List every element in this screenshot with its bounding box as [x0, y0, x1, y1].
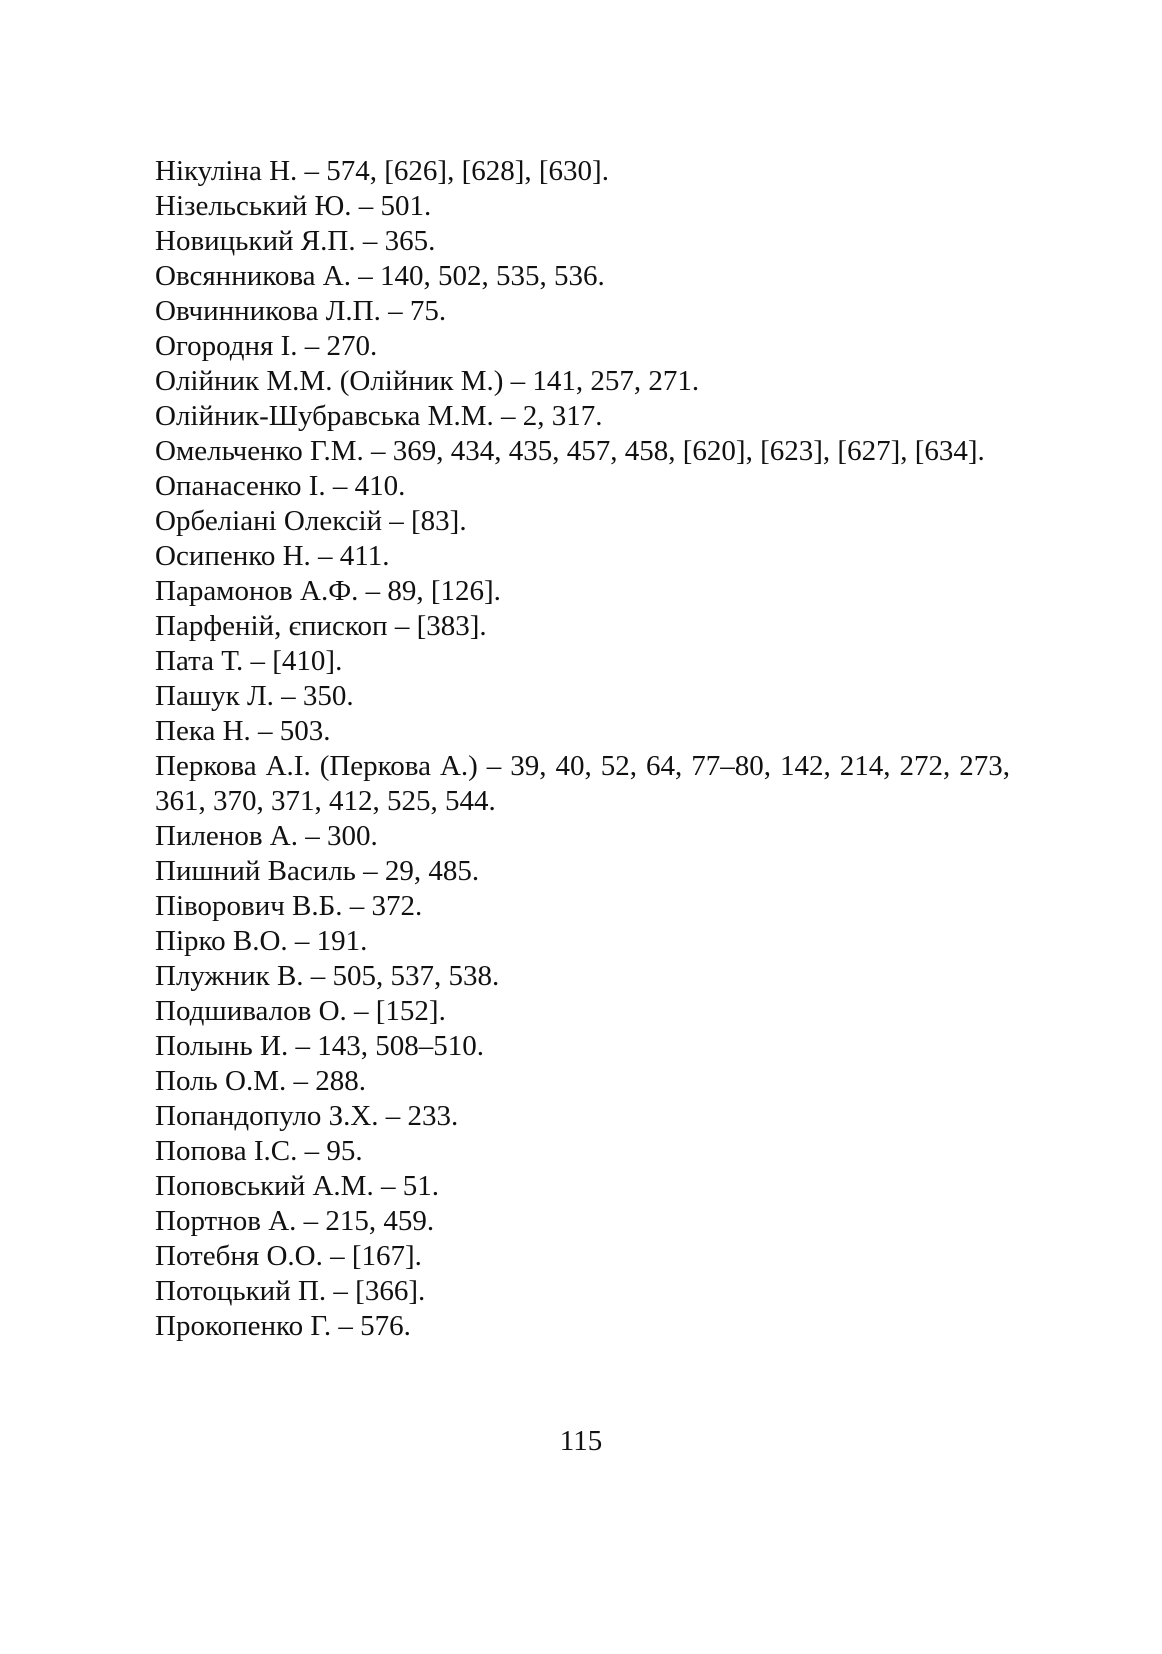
name-index-list: [155, 154, 1010, 1344]
index-entry: Осипенко Н. – 411.: [155, 540, 390, 572]
index-entry: Попандопуло З.Х. – 233.: [155, 1100, 459, 1132]
index-entry: Пишний Василь – 29, 485.: [155, 855, 480, 887]
index-entry: Парамонов А.Ф. – 89, [126].: [155, 575, 501, 607]
index-entry: Полынь И. – 143, 508–510.: [155, 1030, 484, 1062]
index-entry: Потебня О.О. – [167].: [155, 1240, 422, 1272]
index-entry: Парфеній, єпископ – [383].: [155, 610, 487, 642]
index-entry: Орбеліані Олексій – [83].: [155, 505, 467, 537]
index-entry: Пата Т. – [410].: [155, 645, 343, 677]
index-entry: Омельченко Г.М. – 369, 434, 435, 457, 458, [620], [623], [627], [634].: [155, 435, 985, 467]
index-entry: Овсянникова А. – 140, 502, 535, 536.: [155, 260, 605, 292]
index-entry: Перкова А.І. (Перкова А.) – 39, 40, 52, 64, 77–80, 142, 214, 272, 273, 361, 370, 371, 412, 525, 544.: [155, 750, 1010, 817]
index-entry: Попова І.С. – 95.: [155, 1135, 363, 1167]
index-entry: Поль О.М. – 288.: [155, 1065, 366, 1097]
index-entry: Поповський А.М. – 51.: [155, 1170, 439, 1202]
index-entry: Пиленов А. – 300.: [155, 820, 378, 852]
index-entry: Піворович В.Б. – 372.: [155, 890, 423, 922]
index-entry: Олійник-Шубравська М.М. – 2, 317.: [155, 400, 603, 432]
page-number: 115: [559, 1425, 603, 1457]
index-entry: Нікуліна Н. – 574, [626], [628], [630].: [155, 155, 609, 187]
index-entry: Плужник В. – 505, 537, 538.: [155, 960, 500, 992]
index-entry: Нізельський Ю. – 501.: [155, 190, 432, 222]
index-entry: Потоцький П. – [366].: [155, 1275, 426, 1307]
index-entry: Опанасенко І. – 410.: [155, 470, 406, 502]
index-entry: Пека Н. – 503.: [155, 715, 331, 747]
index-entry: Огородня І. – 270.: [155, 330, 378, 362]
index-entry: Подшивалов О. – [152].: [155, 995, 446, 1027]
index-entry: Пірко В.О. – 191.: [155, 925, 368, 957]
index-entry: Портнов А. – 215, 459.: [155, 1205, 435, 1237]
index-entry: Овчинникова Л.П. – 75.: [155, 295, 447, 327]
index-entry: Новицький Я.П. – 365.: [155, 225, 436, 257]
index-entry: Прокопенко Г. – 576.: [155, 1310, 411, 1342]
index-entry: Пашук Л. – 350.: [155, 680, 354, 712]
index-entry: Олійник М.М. (Олійник М.) – 141, 257, 271.: [155, 365, 700, 397]
